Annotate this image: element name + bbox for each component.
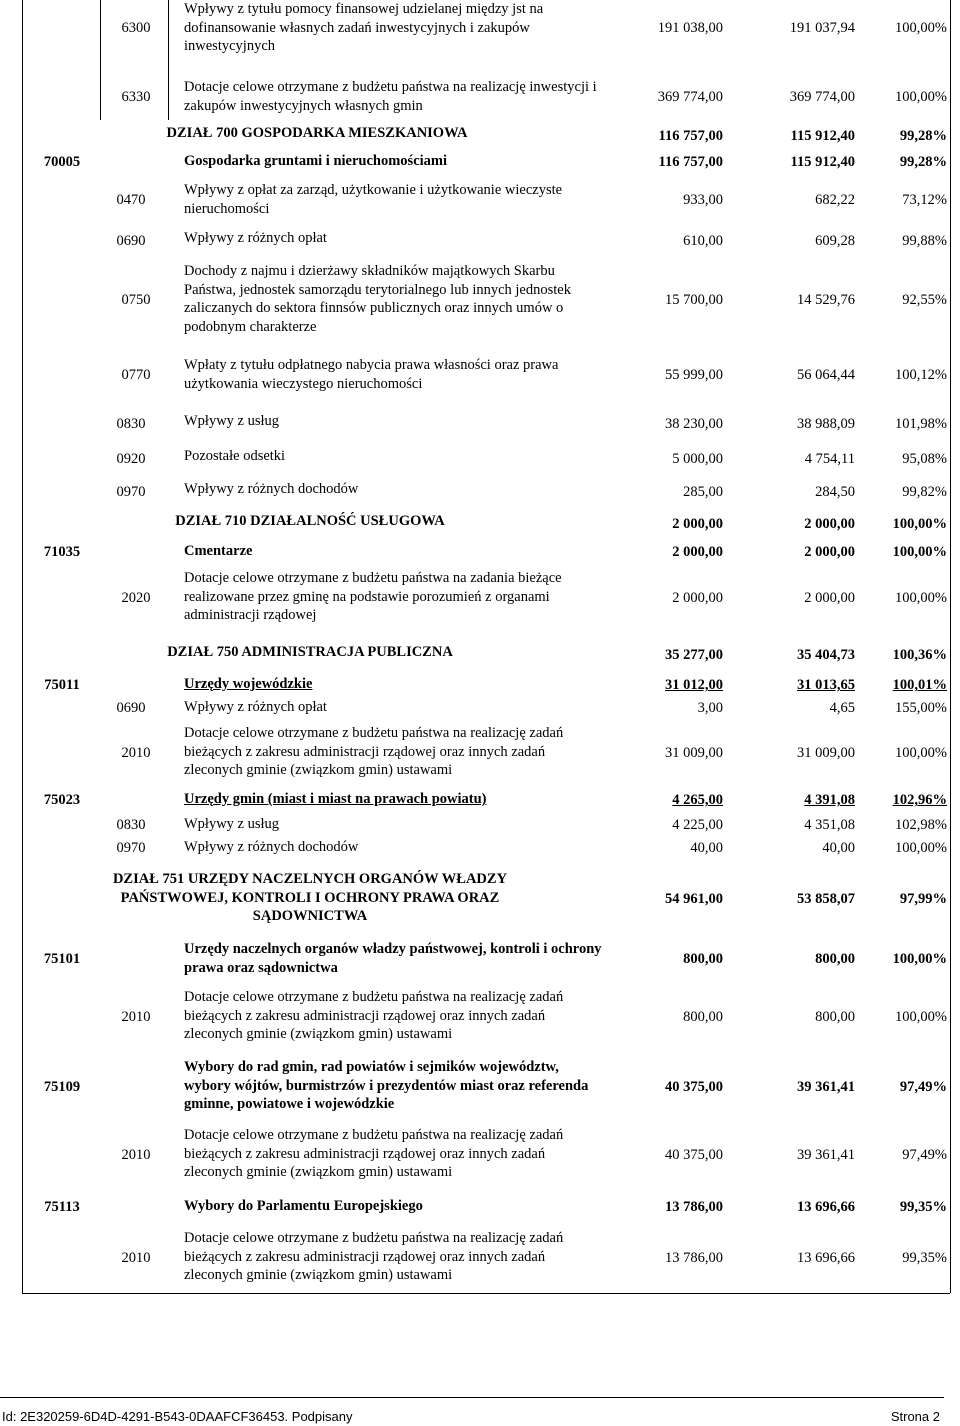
percent-value: 97,49% [899, 1078, 947, 1095]
plan-value: 35 277,00 [665, 647, 723, 663]
plan-value: 2 000,00 [672, 516, 723, 532]
percent-value: 100,12% [895, 367, 947, 383]
execution-value: 800,00 [815, 1008, 855, 1025]
execution-value: 31 009,00 [797, 744, 855, 761]
row-description: Dotacje celowe otrzymane z budżetu państwa na zadania bieżące realizowane przez gminę na podstawie porozumień z organami administracji rządowej [184, 570, 562, 623]
row-code: 75109 [43, 1078, 81, 1095]
plan-value: 5 000,00 [672, 451, 723, 467]
table-vertical-rule [168, 0, 169, 120]
row-description: Dotacje celowe otrzymane z budżetu państwa na realizację zadań bieżących z zakresu administracji rządowej oraz innych zadań zleconych gminie (związkom gmin) ustawami [184, 725, 564, 778]
row-code: 0770 [121, 367, 151, 383]
percent-value: 100,00% [895, 589, 947, 606]
row-description: Gospodarka gruntami i nieruchomościami [184, 153, 448, 169]
plan-value: 54 961,00 [665, 890, 723, 907]
row-code: 0470 [116, 192, 146, 208]
execution-value: 2 000,00 [804, 544, 855, 560]
execution-value: 53 858,07 [797, 890, 855, 907]
percent-value: 100,36% [892, 647, 947, 663]
plan-value: 55 999,00 [665, 367, 723, 383]
row-code: 70005 [43, 154, 81, 170]
percent-value: 99,28% [899, 128, 947, 144]
footer-page-number: Strona 2 [890, 1409, 940, 1424]
execution-value: 115 912,40 [790, 128, 855, 144]
plan-value: 369 774,00 [657, 89, 723, 105]
execution-value: 40,00 [822, 840, 855, 856]
row-description: Dotacje celowe otrzymane z budżetu państwa na realizację zadań bieżących z zakresu administracji rządowej oraz innych zadań zleconych gminie (związkom gmin) ustawami [184, 1127, 564, 1180]
percent-value: 100,00% [895, 744, 947, 761]
row-code: 75023 [43, 792, 81, 808]
table-bottom-border [22, 1293, 950, 1294]
row-code: 2010 [121, 1146, 151, 1163]
plan-value: 4 265,00 [672, 792, 723, 808]
execution-value: 13 696,66 [797, 1249, 855, 1266]
percent-value: 99,35% [899, 1199, 947, 1215]
plan-value: 116 757,00 [658, 154, 723, 170]
execution-value: 191 037,94 [789, 19, 855, 36]
percent-value: 100,01% [892, 677, 947, 693]
row-description: Dochody z najmu i dzierżawy składników majątkowych Skarbu Państwa, jednostek samorządu terytorialnego lub innych jednostek zaliczanych do sektora finnsów publicznych oraz innych umów o podobnym charakterze [184, 263, 571, 335]
section-title: DZIAŁ 700 GOSPODARKA MIESZKANIOWA [166, 125, 468, 141]
percent-value: 99,82% [902, 484, 947, 500]
row-description: Wybory do rad gmin, rad powiatów i sejmików województw, wybory wójtów, burmistrzów i prezydentów miast oraz referenda gminne, powiatowe i wojewódzkie [184, 1059, 589, 1112]
percent-value: 100,00% [895, 840, 947, 856]
row-code: 75113 [44, 1199, 80, 1215]
execution-value: 14 529,76 [797, 292, 855, 308]
plan-value: 40,00 [690, 840, 723, 856]
plan-value: 2 000,00 [672, 544, 723, 560]
footer-divider [0, 1397, 944, 1398]
execution-value: 609,28 [815, 233, 855, 249]
plan-value: 933,00 [683, 192, 723, 208]
row-code: 71035 [43, 544, 81, 560]
plan-value: 40 375,00 [665, 1146, 723, 1163]
table-right-border [950, 0, 951, 1293]
percent-value: 97,99% [899, 890, 947, 907]
plan-value: 191 038,00 [657, 19, 723, 36]
execution-value: 56 064,44 [797, 367, 855, 383]
row-code: 0750 [121, 292, 151, 308]
row-description: Wpływy z różnych opłat [184, 699, 327, 715]
row-description: Wpływy z usług [184, 413, 280, 429]
row-description: Urzędy gmin (miast i miast na prawach powiatu) [184, 791, 487, 807]
row-code: 75011 [44, 677, 80, 693]
execution-value: 39 361,41 [797, 1078, 855, 1095]
percent-value: 95,08% [902, 451, 947, 467]
plan-value: 40 375,00 [665, 1078, 723, 1095]
row-description: Dotacje celowe otrzymane z budżetu państwa na realizację inwestycji i zakupów inwestycyjnych własnych gmin [184, 79, 597, 114]
row-code: 2010 [121, 1008, 151, 1025]
execution-value: 2 000,00 [804, 516, 855, 532]
plan-value: 15 700,00 [665, 292, 723, 308]
execution-value: 4,65 [829, 700, 855, 716]
row-description: Wpływy z usług [184, 816, 280, 832]
execution-value: 2 000,00 [804, 589, 855, 606]
row-description: Wybory do Parlamentu Europejskiego [184, 1198, 423, 1214]
row-code: 0690 [116, 700, 146, 716]
footer-document-id: Id: 2E320259-6D4D-4291-B543-0DAAFCF36453. Podpisany [2, 1409, 353, 1424]
execution-value: 115 912,40 [790, 154, 855, 170]
row-description: Wpływy z różnych dochodów [184, 481, 359, 497]
percent-value: 100,00% [892, 951, 947, 967]
section-title: DZIAŁ 751 URZĘDY NACZELNYCH ORGANÓW WŁADZY PAŃSTWOWEJ, KONTROLI I OCHRONY PRAWA ORAZ SĄDOWNICTWA [112, 871, 508, 924]
percent-value: 100,00% [895, 19, 947, 36]
execution-value: 800,00 [815, 951, 855, 967]
percent-value: 99,35% [902, 1249, 947, 1266]
execution-value: 13 696,66 [797, 1199, 855, 1215]
execution-value: 4 754,11 [804, 451, 855, 467]
row-code: 0830 [116, 416, 146, 432]
plan-value: 3,00 [697, 700, 723, 716]
row-code: 0970 [116, 484, 146, 500]
plan-value: 13 786,00 [665, 1199, 723, 1215]
section-title: DZIAŁ 750 ADMINISTRACJA PUBLICZNA [167, 644, 453, 660]
percent-value: 99,88% [902, 233, 947, 249]
row-code: 0920 [116, 451, 146, 467]
row-description: Pozostałe odsetki [184, 448, 286, 464]
percent-value: 99,28% [899, 154, 947, 170]
percent-value: 92,55% [902, 292, 947, 308]
execution-value: 284,50 [815, 484, 855, 500]
plan-value: 116 757,00 [658, 128, 723, 144]
row-description: Dotacje celowe otrzymane z budżetu państwa na realizację zadań bieżących z zakresu administracji rządowej oraz innych zadań zleconych gminie (związkom gmin) ustawami [184, 989, 564, 1042]
row-description: Urzędy naczelnych organów władzy państwowej, kontroli i ochrony prawa oraz sądownictwa [184, 941, 602, 976]
row-code: 6330 [121, 89, 151, 105]
plan-value: 800,00 [683, 1008, 723, 1025]
percent-value: 97,49% [902, 1146, 947, 1163]
percent-value: 101,98% [895, 416, 947, 432]
row-code: 2010 [121, 1249, 151, 1266]
plan-value: 31 009,00 [665, 744, 723, 761]
section-title: DZIAŁ 710 DZIAŁALNOŚĆ USŁUGOWA [175, 513, 445, 529]
row-description: Wpływy z różnych opłat [184, 230, 327, 246]
plan-value: 2 000,00 [672, 589, 723, 606]
row-description: Wpływy z różnych dochodów [184, 839, 359, 855]
execution-value: 38 988,09 [797, 416, 855, 432]
plan-value: 13 786,00 [665, 1249, 723, 1266]
plan-value: 285,00 [683, 484, 723, 500]
row-description: Wpływy z opłat za zarząd, użytkowanie i użytkowanie wieczyste nieruchomości [184, 182, 563, 217]
execution-value: 35 404,73 [797, 647, 855, 663]
plan-value: 4 225,00 [672, 817, 723, 833]
table-left-border [22, 0, 23, 1293]
percent-value: 100,00% [895, 89, 947, 105]
execution-value: 682,22 [815, 192, 855, 208]
row-description: Dotacje celowe otrzymane z budżetu państwa na realizację zadań bieżących z zakresu administracji rządowej oraz innych zadań zleconych gminie (związkom gmin) ustawami [184, 1230, 564, 1283]
row-code: 75101 [43, 951, 81, 967]
row-description: Wpłaty z tytułu odpłatnego nabycia prawa własności oraz prawa użytkowania wieczystego nieruchomości [184, 357, 559, 392]
execution-value: 39 361,41 [797, 1146, 855, 1163]
percent-value: 100,00% [892, 516, 947, 532]
plan-value: 610,00 [683, 233, 723, 249]
row-code: 0830 [116, 817, 146, 833]
row-code: 2010 [121, 744, 151, 761]
plan-value: 38 230,00 [665, 416, 723, 432]
row-description: Urzędy wojewódzkie [184, 676, 313, 692]
execution-value: 31 013,65 [797, 677, 855, 693]
execution-value: 4 391,08 [804, 792, 855, 808]
row-code: 6300 [121, 19, 151, 36]
row-code: 0690 [116, 233, 146, 249]
plan-value: 800,00 [683, 951, 723, 967]
percent-value: 102,98% [895, 817, 947, 833]
percent-value: 73,12% [902, 192, 947, 208]
percent-value: 100,00% [895, 1008, 947, 1025]
table-vertical-rule [100, 0, 101, 120]
row-description: Cmentarze [184, 543, 253, 559]
percent-value: 102,96% [892, 792, 947, 808]
percent-value: 155,00% [895, 700, 947, 716]
percent-value: 100,00% [892, 544, 947, 560]
plan-value: 31 012,00 [665, 677, 723, 693]
row-description: Wpływy z tytułu pomocy finansowej udzielanej między jst na dofinansowanie własnych zadań inwestycyjnych i zakupów inwestycyjnych [184, 1, 544, 54]
row-code: 2020 [121, 589, 151, 606]
row-code: 0970 [116, 840, 146, 856]
execution-value: 4 351,08 [804, 817, 855, 833]
execution-value: 369 774,00 [789, 89, 855, 105]
